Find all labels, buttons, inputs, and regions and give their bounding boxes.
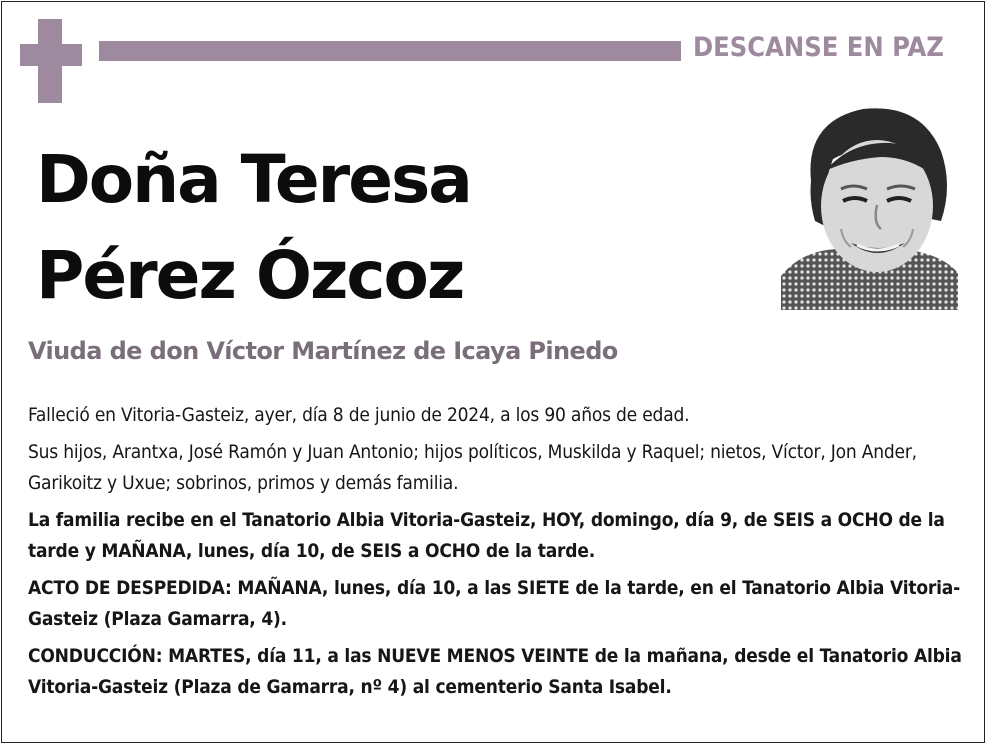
visitation-info: La familia recibe en el Tanatorio Albia Vitoria-Gasteiz, HOY, domingo, día 9, de SEIS a OCHO de la tarde y MAÑANA, lunes, día 10, de SEIS a OCHO de la tarde. [28, 509, 945, 562]
cross-icon [20, 19, 82, 103]
family-list: Sus hijos, Arantxa, José Ramón y Juan Antonio; hijos políticos, Muskilda y Raquel; nietos, Víctor, Jon Ander, Garikoitz y Uxue; sobrinos, primos y demás familia. [28, 441, 917, 494]
header-rule [99, 41, 681, 61]
header-tag: DESCANSE EN PAZ [693, 32, 944, 63]
procession-info: CONDUCCIÓN: MARTES, día 11, a las NUEVE MENOS VEINTE de la mañana, desde el Tanatorio Albia Vitoria-Gasteiz (Plaza de Gamarra, nº 4) al cementerio Santa Isabel. [28, 645, 962, 698]
obituary-notice [1, 1, 985, 743]
deceased-subtitle: Viuda de don Víctor Martínez de Icaya Pinedo [28, 337, 618, 365]
deceased-name-line2: Pérez Ózcoz [36, 237, 464, 314]
deceased-name-line1: Doña Teresa [36, 141, 471, 218]
death-announcement: Falleció en Vitoria-Gasteiz, ayer, día 8 de junio de 2024, a los 90 años de edad. [28, 404, 690, 426]
farewell-info: ACTO DE DESPEDIDA: MAÑANA, lunes, día 10, a las SIETE de la tarde, en el Tanatorio Albia Vitoria-Gasteiz (Plaza Gamarra, 4). [28, 577, 960, 630]
portrait-photo [781, 101, 958, 310]
deceased-name [36, 132, 471, 324]
notice-body [28, 400, 973, 709]
